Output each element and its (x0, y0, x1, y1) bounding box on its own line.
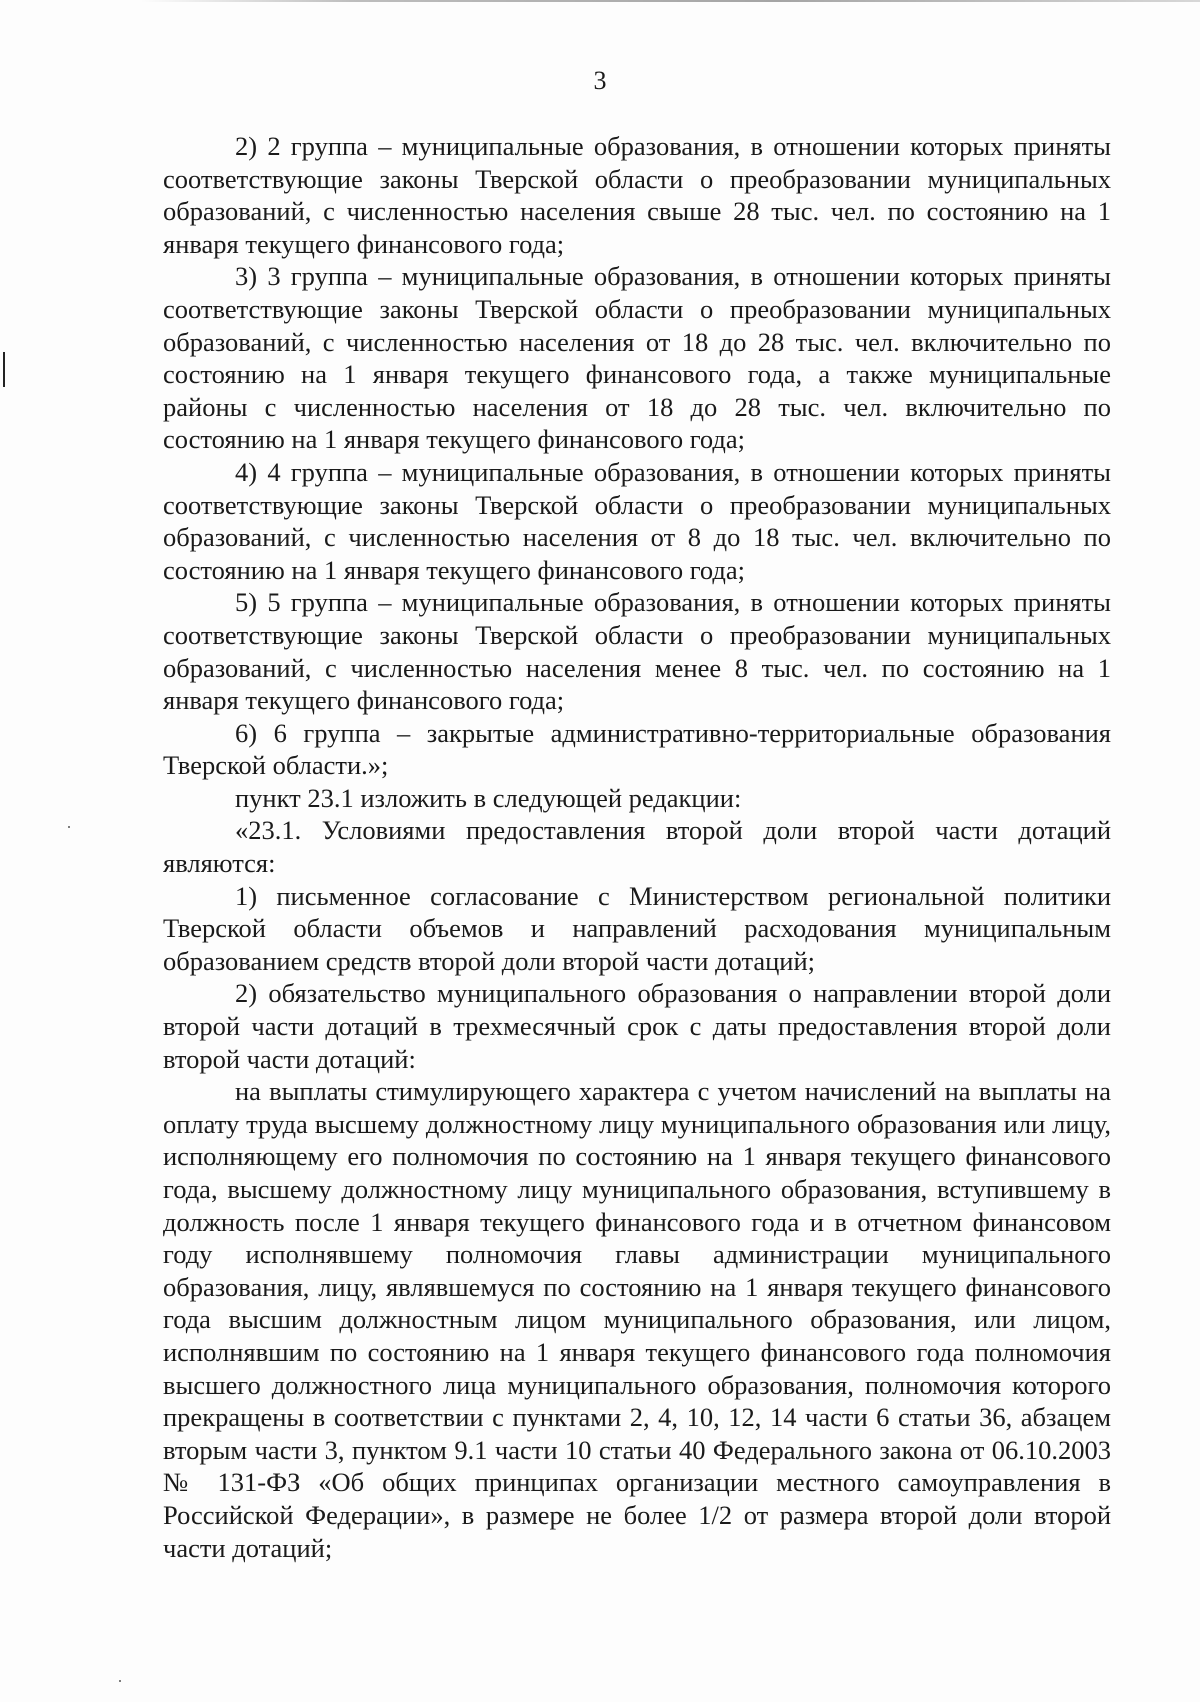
paragraph-clause-23-1: «23.1. Условиями предоставления второй доли второй части дотаций являются: (163, 815, 1111, 879)
paragraph-condition-1: 1) письменное согласование с Министерством региональной политики Тверской области объемов и направлений расходования муниципальным образованием средств второй доли второй части дотаций; (163, 880, 1111, 976)
scan-speck (68, 826, 70, 828)
paragraph-group-6: 6) 6 группа – закрытые административно-территориальные образования Тверской области.»; (163, 717, 1111, 781)
document-body (163, 130, 1111, 1564)
scan-mark-left (3, 352, 5, 387)
paragraph-condition-2: 2) обязательство муниципального образования о направлении второй доли второй части дотаций в трехмесячный срок с даты предоставления второй доли второй части дотаций: (163, 978, 1111, 1074)
paragraph-group-2: 2) 2 группа – муниципальные образования, в отношении которых приняты соответствующие законы Тверской области о преобразовании муниципальных образований, с численностью населения свыше 28 тыс. чел. по состоянию на 1 января текущего финансового года; (163, 131, 1111, 259)
scan-speck (119, 1680, 121, 1682)
page-number: 3 (593, 66, 607, 95)
paragraph-amendment-intro: пункт 23.1 изложить в следующей редакции: (235, 782, 742, 813)
scan-edge-top (140, 0, 1200, 2)
paragraph-group-3: 3) 3 группа – муниципальные образования, в отношении которых приняты соответствующие законы Тверской области о преобразовании муниципальных образований, с численностью населения от 18 до 28 тыс. чел. включительно по состоянию на 1 января текущего финансового года, а также муниципальные районы с численностью населения от 18 до 28 тыс. чел. включительно по состоянию на 1 января текущего финансового года; (163, 261, 1111, 455)
paragraph-group-5: 5) 5 группа – муниципальные образования, в отношении которых приняты соответствующие законы Тверской области о преобразовании муниципальных образований, с численностью населения менее 8 тыс. чел. по состоянию на 1 января текущего финансового года; (163, 587, 1111, 716)
paragraph-payments: на выплаты стимулирующего характера с учетом начислений на выплаты на оплату труда высшему должностному лицу муниципального образования или лицу, исполняющему его полномочия по состоянию на 1 января текущего финансового года, высшему должностному лицу муниципального образования, вступившему в должность после 1 января текущего финансового года и в отчетном финансовом году исполнявшему полномочия главы администрации муниципального образования, лицу, являвшемуся по состоянию на 1 января текущего финансового года высшим должностным лицом муниципального образования, или лицом, исполнявшим по состоянию на 1 января текущего финансового года полномочия высшего должностного лица муниципального образования, полномочия которого прекращены в соответствии с пунктами 2, 4, 10, 12, 14 части 6 статьи 36, абзацем вторым части 3, пунктом 9.1 части 10 статьи 40 Федерального закона от 06.10.2003 № 131-ФЗ «Об общих принципах организации местного самоуправления в Российской Федерации», в размере не более 1/2 от размера второй доли второй части дотаций; (163, 1076, 1111, 1563)
paragraph-group-4: 4) 4 группа – муниципальные образования, в отношении которых приняты соответствующие законы Тверской области о преобразовании муниципальных образований, с численностью населения от 8 до 18 тыс. чел. включительно по состоянию на 1 января текущего финансового года; (163, 456, 1111, 585)
